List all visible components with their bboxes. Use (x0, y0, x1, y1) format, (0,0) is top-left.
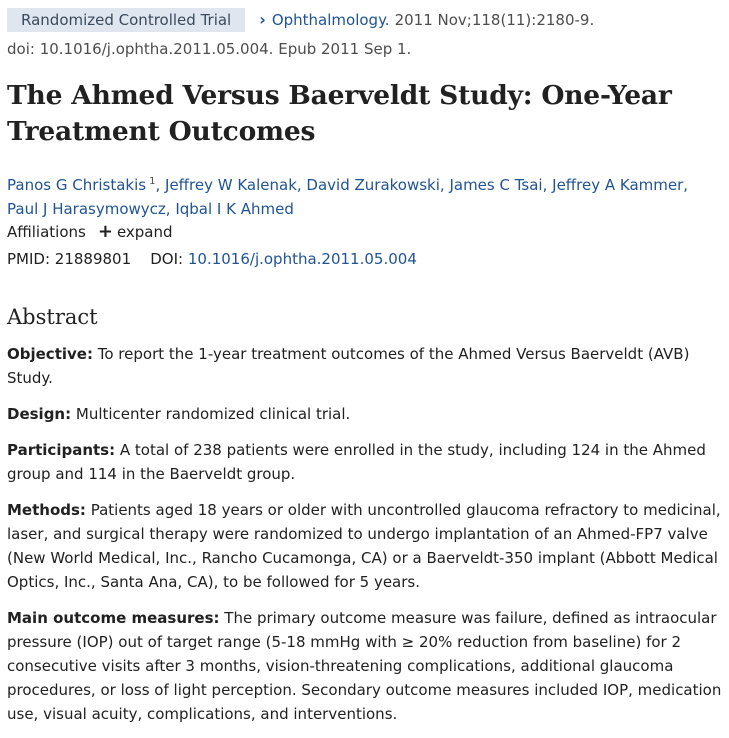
section-text: Patients aged 18 years or older with uncontrolled glaucoma refractory to medicinal, laser, and surgical therapy were randomized to undergo implantation of an Ahmed-FP7 valve (New World Medical, Inc., Rancho Cucamonga, CA) or a Baerveldt-350 implant (Abbott Medical Optics, Inc., Santa Ana, CA), to be followed for 5 years. (7, 501, 721, 591)
abstract-section-design (7, 402, 723, 426)
doi-link[interactable]: 10.1016/j.ophtha.2011.05.004 (187, 250, 417, 268)
plus-icon[interactable]: + (97, 221, 113, 242)
affiliations-row (7, 220, 173, 244)
section-text: A total of 238 patients were enrolled in the study, including 124 in the Ahmed group and 114 in the Baerveldt group. (7, 441, 706, 483)
author-link[interactable]: Jeffrey W Kalenak (165, 176, 297, 194)
author-separator: , (155, 176, 166, 194)
section-text: To report the 1-year treatment outcomes of the Ahmed Versus Baerveldt (AVB) Study. (7, 345, 690, 387)
abstract-section-objective (7, 342, 723, 390)
identifiers-row (7, 247, 417, 271)
section-label: Objective: (7, 345, 93, 363)
author-separator: , (542, 176, 553, 194)
author-separator: , (296, 176, 307, 194)
author-link[interactable]: David Zurakowski (306, 176, 440, 194)
pmid-value: 21889801 (54, 250, 132, 268)
journal-link[interactable]: Ophthalmology. (271, 11, 390, 29)
affiliations-label: Affiliations (7, 223, 86, 241)
author-separator: , (439, 176, 450, 194)
abstract-section-participants (7, 438, 723, 486)
abstract-section-main-outcome-measures (7, 606, 723, 726)
author-link[interactable]: Panos G Christakis (7, 176, 147, 194)
doi-epub-line: doi: 10.1016/j.ophtha.2011.05.004. Epub 2011 Sep 1. (7, 40, 412, 58)
section-label: Design: (7, 405, 72, 423)
author-list (7, 170, 717, 221)
citation-text: 2011 Nov;118(11):2180-9. (394, 11, 595, 29)
author-link[interactable]: Jeffrey A Kammer (552, 176, 684, 194)
article-title: The Ahmed Versus Baerveldt Study: One-Year Treatment Outcomes (7, 80, 672, 147)
section-text: Multicenter randomized clinical trial. (75, 405, 351, 423)
affiliation-number[interactable]: 1 (149, 176, 156, 187)
section-label: Methods: (7, 501, 86, 519)
abstract-heading: Abstract (7, 305, 98, 329)
section-label: Main outcome measures: (7, 609, 220, 627)
doi-label: DOI: (150, 250, 184, 268)
abstract-body (7, 342, 723, 738)
chevron-right-icon: › (259, 10, 266, 29)
section-text: The primary outcome measure was failure, defined as intraocular pressure (IOP) out of target range (5-18 mmHg with ≥ 20% reduction from baseline) for 2 consecutive visits after 3 months, vision-threatening complications, additional glaucoma procedures, or loss of light perception. Secondary outcome measures included IOP, medication use, visual acuity, complications, and interventions. (7, 609, 722, 723)
abstract-section-methods (7, 498, 723, 594)
section-label: Participants: (7, 441, 116, 459)
author-link[interactable]: Iqbal I K Ahmed (175, 200, 294, 218)
expand-affiliations-button[interactable]: expand (116, 223, 173, 241)
pmid-label: PMID: (7, 250, 51, 268)
author-separator: , (683, 176, 689, 194)
author-link[interactable]: Paul J Harasymowycz (7, 200, 166, 218)
publication-line (7, 8, 594, 32)
author-separator: , (165, 200, 176, 218)
publication-type-badge: Randomized Controlled Trial (7, 8, 245, 32)
author-link[interactable]: James C Tsai (449, 176, 543, 194)
